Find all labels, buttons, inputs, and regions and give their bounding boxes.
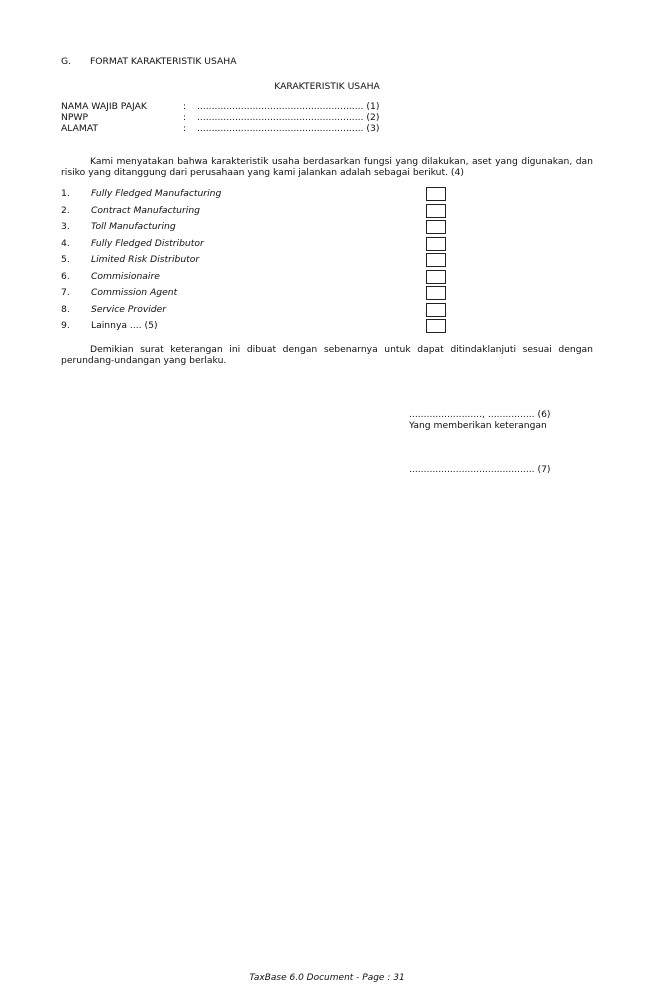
page-footer: TaxBase 6.0 Document - Page : 31 [249, 973, 405, 983]
field-label: NPWP [61, 112, 89, 123]
field-value: ......................................................... (3) [197, 123, 380, 134]
field-label: ALAMAT [61, 123, 99, 134]
closing-text: Demikian surat keterangan ini dibuat dengan sebenarnya untuk dapat ditindaklanjuti sesuai dengan perundang-undangan yang berlaku. [61, 344, 593, 366]
section-letter: G. [61, 56, 72, 67]
field-label: NAMA WAJIB PAJAK [61, 101, 147, 112]
option-number: 7. [61, 287, 70, 298]
option-checkbox[interactable] [426, 237, 446, 251]
option-label: Service Provider [91, 303, 167, 315]
field-colon: : [183, 101, 187, 112]
field-value: ......................................................... (2) [197, 112, 380, 123]
option-label: Commisionaire [91, 270, 160, 282]
statement-paragraph [61, 156, 593, 178]
option-checkbox[interactable] [426, 187, 446, 201]
signer-name-line: ........................................... (7) [409, 464, 551, 475]
field-colon: : [183, 112, 187, 123]
field-value: ......................................................... (1) [197, 101, 380, 112]
option-checkbox[interactable] [426, 286, 446, 300]
closing-paragraph [61, 344, 593, 366]
option-label: Fully Fledged Distributor [91, 237, 204, 249]
document-title: KARAKTERISTIK USAHA [274, 81, 380, 92]
field-row-nama [61, 101, 379, 112]
option-number: 1. [61, 188, 70, 199]
option-checkbox[interactable] [426, 253, 446, 267]
option-label: Fully Fledged Manufacturing [91, 188, 222, 199]
section-title: FORMAT KARAKTERISTIK USAHA [90, 56, 237, 67]
option-checkbox[interactable] [426, 319, 446, 333]
option-label: Contract Manufacturing [91, 204, 200, 216]
option-label: Limited Risk Distributor [91, 254, 200, 265]
section-heading [61, 56, 237, 67]
option-checkbox[interactable] [426, 204, 446, 218]
place-date-line: ........................., ................ (6) [409, 409, 551, 420]
statement-text: Kami menyatakan bahwa karakteristik usaha berdasarkan fungsi yang dilakukan, aset yang digunakan, dan risiko yang ditanggung dari perusahaan yang kami jalankan adalah sebagai berikut. (4) [61, 156, 593, 178]
signature-block [409, 409, 551, 431]
identity-fields [61, 101, 379, 134]
option-label: Lainnya .... (5) [91, 320, 158, 331]
field-row-npwp [61, 112, 379, 123]
field-colon: : [183, 123, 187, 134]
option-number: 5. [61, 254, 70, 265]
option-number: 8. [61, 303, 70, 315]
option-label: Commission Agent [91, 287, 178, 298]
option-checkbox[interactable] [426, 220, 446, 234]
signer-label: Yang memberikan keterangan [409, 420, 547, 431]
option-number: 4. [61, 237, 70, 249]
option-number: 2. [61, 204, 70, 216]
option-checkbox[interactable] [426, 303, 446, 317]
option-checkbox[interactable] [426, 270, 446, 284]
option-number: 6. [61, 270, 70, 282]
option-number: 9. [61, 320, 70, 331]
option-label: Toll Manufacturing [91, 221, 176, 232]
option-number: 3. [61, 221, 70, 232]
field-row-alamat [61, 123, 379, 134]
